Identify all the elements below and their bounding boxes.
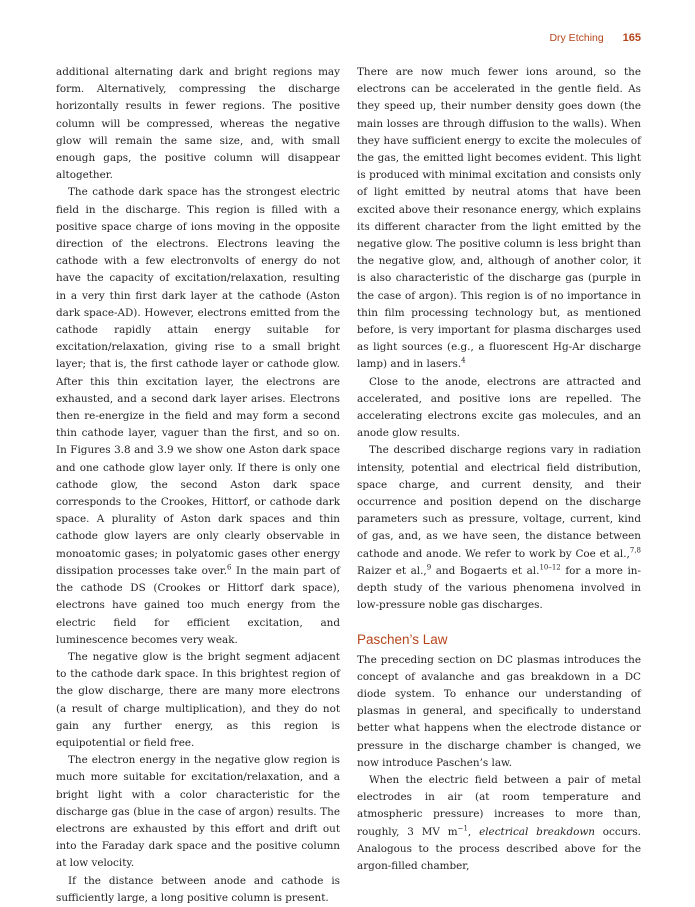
paragraph: Close to the anode, electrons are attracted and accelerated, and positive ions are repelled. The accelerating electrons excite gas molecules, and an anode glow results. <box>357 375 641 440</box>
paragraph: The electron energy in the negative glow region is much more suitable for excitation/relaxation, and a bright light with a color characteristic for the discharge gas (blue in the case of argon) results. The electrons are exhausted by this effort and drift out into the Faraday dark space and the positive column at low velocity. <box>56 754 340 870</box>
paragraph: additional alternating dark and bright regions may form. Alternatively, compressing the discharge horizontally results in fewer regions. The positive column will be compressed, whereas the negative glow will remain the same size, and, with small enough gaps, the positive column will disappear altogether. <box>56 66 340 182</box>
unit-exponent: −1 <box>457 824 468 833</box>
section-heading: Paschen’s Law <box>357 631 448 647</box>
paragraph: The preceding section on DC plasmas introduces the concept of avalanche and gas breakdown in a DC diode system. To enhance our understanding of plasmas in general, and specifically to understand better what happens when the electrode distance or pressure in the discharge chamber is changed, we now introduce Paschen’s law. <box>357 653 641 769</box>
paragraph-text: There are now much fewer ions around, so the electrons can be accelerated in the gentle field. As they speed up, their number density goes down (the main losses are through diffusion to the walls). When they have sufficient energy to excite the molecules of the gas, the emitted light becomes evident. This light is produced with minimal excitation and consists only of light emitted by neutral atoms that have been excited above their resonance energy, which explains its different character from the light emitted by the negative glow. The positive column is less bright than the negative glow, and, although of another color, it is also characteristic of the discharge gas (purple in the case of argon). This region is of no importance in thin film processing technology but, as mentioned before, is very important for plasma discharges used as light sources (e.g., a fluorescent Hg-Ar discharge lamp) and in lasers. <box>357 66 641 371</box>
paragraph-text: Raizer et al., <box>357 564 427 577</box>
paragraph <box>56 184 340 648</box>
paragraph <box>357 772 641 875</box>
paragraph-text: The cathode dark space has the strongest electric field in the discharge. This region is filled with a positive space charge of ions moving in the opposite direction of the electrons. Electrons leaving the cathode with a few electronvolts of energy do not have the capacity of excitation/relaxation, resulting in a very thin first dark layer at the cathode (Aston dark space-AD). However, electrons emitted from the cathode rapidly attain energy suitable for excitation/relaxation, giving rise to a small bright layer; that is, the first cathode layer or cathode glow. After this thin excitation layer, the electrons are exhausted, and a second dark layer arises. Electrons then re-energize in the field and may form a second thin cathode layer, vaguer than the first, and so on. In Figures 3.8 and 3.9 we show one Aston dark space and one cathode glow layer only. If there is only one cathode glow, the second Aston dark space corresponds to the Crookes, Hittorf, or cathode dark space. A plurality of Aston dark spaces and thin cathode glow layers are only clearly observable in monoatomic gases; in polyatomic gases other energy dissipation processes take over. <box>56 186 340 577</box>
paragraph-text: The described discharge regions vary in radiation intensity, potential and electrical field distribution, space charge, and current density, and their occurrence and position depend on the discharge parameters such as pressure, voltage, current, kind of gas, and, as we have seen, the distance between cathode and anode. We refer to work by Coe et al., <box>357 444 641 560</box>
citation-ref: 7,8 <box>629 546 641 555</box>
paragraph-text: , <box>467 825 480 838</box>
paragraph-text: and Bogaerts et al. <box>431 564 540 577</box>
emphasized-term: electrical breakdown <box>479 825 595 838</box>
running-head <box>549 32 641 44</box>
paragraph: If the distance between anode and cathode is sufficiently large, a long positive column is present. <box>56 874 340 904</box>
running-head-section-title: Dry Etching <box>549 32 604 44</box>
paragraph-text: When the electric field between a pair of metal electrodes in air (at room temperature and atmospheric pressure) increases to more than, roughly, 3 MV m <box>357 773 641 838</box>
left-column <box>56 64 340 907</box>
citation-ref: 4 <box>461 356 466 365</box>
citation-ref: 6 <box>227 563 232 572</box>
paragraph-text: occurs. Analogous to the process described above for the argon-filled chamber, <box>357 825 641 872</box>
paragraph-text: In the main part of the cathode DS (Crookes or Hittorf dark space), electrons have gained too much energy from the electric field for efficient excitation, and luminescence becomes very weak. <box>56 564 340 646</box>
page-number: 165 <box>622 32 641 44</box>
paragraph-text: for a more in-depth study of the various phenomena involved in low-pressure noble gas discharges. <box>357 564 641 612</box>
right-column <box>357 64 641 875</box>
citation-ref: 10–12 <box>539 563 561 572</box>
paragraph: The negative glow is the bright segment adjacent to the cathode dark space. In this brightest region of the glow discharge, there are many more electrons (a result of charge multiplication), and they do not gain any further energy, as this region is equipotential or field free. <box>56 650 340 749</box>
paragraph <box>357 442 641 614</box>
citation-ref: 9 <box>426 563 432 572</box>
paragraph <box>357 64 641 374</box>
